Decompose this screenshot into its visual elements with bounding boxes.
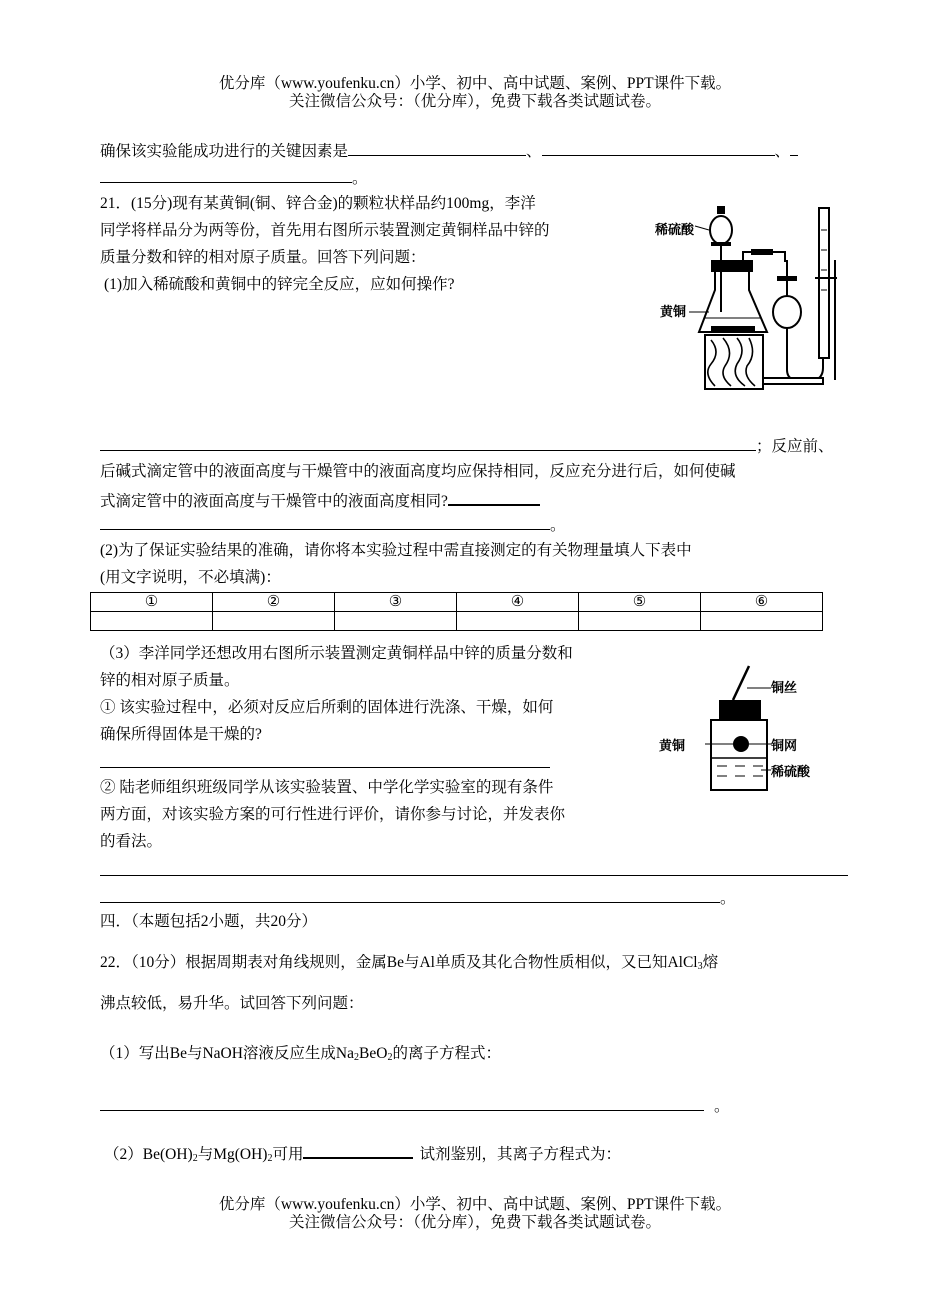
table-answer-cell[interactable] (579, 612, 701, 631)
table-answer-cell[interactable] (335, 612, 457, 631)
q22-part-2-text: 与Mg(OH) (197, 1146, 268, 1163)
answer-blank[interactable] (542, 140, 775, 156)
footer-line-2: 关注微信公众号：（优分库），免费下载各类试题试卷。 (288, 1214, 661, 1231)
q21-part-3c: ① 该实验过程中，必须对反应后所剩的固体进行洗涤、干燥，如何 (100, 699, 554, 716)
table-header-cell: ① (91, 593, 213, 612)
apparatus-figure-2 (705, 664, 775, 794)
q22-part-2 (104, 1142, 621, 1169)
key-factors-line-2 (100, 167, 368, 189)
q21-part-3b: 锌的相对原子质量。 (100, 672, 240, 689)
subscript: 2 (192, 1153, 198, 1164)
q21-part-3g: 的看法。 (100, 833, 163, 850)
q21-question-level: 式滴定管中的液面高度与干燥管中的液面高度相同? (100, 493, 448, 510)
answer-blank[interactable] (303, 1142, 413, 1159)
answer-blank[interactable] (100, 435, 756, 451)
subscript: 2 (387, 1052, 393, 1063)
q21-part-3-answer-line (100, 887, 736, 909)
subscript: 3 (697, 961, 703, 972)
answer-blank[interactable] (790, 140, 798, 156)
answer-blank[interactable] (100, 767, 550, 768)
q22-text-end: 熔 (702, 954, 719, 971)
table-answer-row (91, 612, 823, 631)
label-dilute-sulfuric-acid: 稀硫酸 (655, 222, 695, 237)
table-header-cell: ⑤ (579, 593, 701, 612)
q21-part-2b: (用文字说明，不必填满)： (100, 569, 281, 586)
measurement-table (90, 592, 823, 631)
q22-part-1-text: 的离子方程式： (392, 1045, 501, 1062)
q22-part-2-text: 试剂鉴别，其离子方程式为： (419, 1146, 621, 1163)
q21-part-3d: 确保所得固体是干燥的? (100, 726, 262, 743)
subscript: 2 (267, 1153, 273, 1164)
q21-answer-line-2 (100, 514, 566, 536)
answer-blank[interactable] (348, 140, 526, 156)
label-brass: 黄铜 (660, 304, 687, 319)
label-copper-wire: 铜丝 (771, 680, 798, 695)
q22-part-1-text: BeO (359, 1045, 388, 1062)
q22-part-2-text: （2）Be(OH) (104, 1146, 193, 1163)
q21-line-cont-1: 后碱式滴定管中的液面高度与干燥管中的液面高度均应保持相同，反应充分进行后，如何使碱 (100, 463, 736, 480)
subscript: 2 (354, 1052, 360, 1063)
q21-part-1: (1)加入稀硫酸和黄铜中的锌完全反应，应如何操作? (104, 276, 455, 293)
table-header-row (91, 593, 823, 612)
table-header-cell: ④ (457, 593, 579, 612)
q22-part-1-answer-line (100, 1095, 730, 1117)
table-header-cell: ③ (335, 593, 457, 612)
table-header-cell: ② (213, 593, 335, 612)
key-factors-line (100, 140, 798, 162)
answer-blank[interactable] (100, 875, 848, 876)
period: 。 (714, 1098, 730, 1115)
table-answer-cell[interactable] (701, 612, 823, 631)
q21-line-1: 21．(15分)现有某黄铜(铜、锌合金)的颗粒状样品约100mg，李洋 (100, 195, 536, 212)
period: 。 (352, 170, 368, 187)
q22-part-2-text: 可用 (272, 1146, 304, 1163)
section-4-title: 四．（本题包括2小题，共20分） (100, 913, 318, 930)
answer-blank[interactable] (100, 1095, 704, 1111)
q21-answer-line-1 (100, 435, 834, 457)
q22-text: 22．（10分）根据周期表对角线规则，金属Be与Al单质及其化合物性质相似，又已知AlCl (100, 954, 698, 971)
table-answer-cell[interactable] (457, 612, 579, 631)
q21-line-cont-2 (100, 489, 540, 512)
label-brass-2: 黄铜 (659, 738, 686, 753)
q21-line-3: 质量分数和锌的相对原子质量。回答下列问题： (100, 249, 426, 266)
table-answer-cell[interactable] (91, 612, 213, 631)
q21-part-2a: (2)为了保证实验结果的准确，请你将本实验过程中需直接测定的有关物理量填人下表中 (100, 542, 692, 559)
answer-blank[interactable] (100, 167, 352, 183)
separator: 、 (526, 143, 542, 160)
q21-part-3e: ② 陆老师组织班级同学从该实验装置、中学化学实验室的现有条件 (100, 779, 554, 796)
header-line-2: 关注微信公众号：（优分库），免费下载各类试题试卷。 (288, 93, 661, 110)
q22-part-1-text: （1）写出Be与NaOH溶液反应生成Na (100, 1045, 355, 1062)
q21-continue: ；反应前、 (756, 438, 834, 455)
period: 。 (550, 517, 566, 534)
answer-blank[interactable] (100, 514, 550, 530)
separator: 、 (774, 143, 791, 160)
q21-line-2: 同学将样品分为两等份，首先用右图所示装置测定黄铜样品中锌的 (100, 222, 550, 239)
q21-part-3f: 两方面，对该实验方案的可行性进行评价，请你参与讨论，并发表你 (100, 806, 566, 823)
q22-part-1 (100, 1044, 501, 1068)
q22-line-1 (100, 953, 718, 977)
answer-blank[interactable] (448, 489, 540, 506)
table-answer-cell[interactable] (213, 612, 335, 631)
q22-line-2: 沸点较低，易升华。试回答下列问题： (100, 995, 364, 1012)
period: 。 (720, 890, 736, 907)
header-line-1: 优分库（www.youfenku.cn）小学、初中、高中试题、案例、PPT课件下载。 (218, 75, 732, 92)
footer-line-1: 优分库（www.youfenku.cn）小学、初中、高中试题、案例、PPT课件下载。 (218, 1196, 732, 1213)
label-dilute-sulfuric-acid-2: 稀硫酸 (771, 764, 811, 779)
q21-part-3a: （3）李洋同学还想改用右图所示装置测定黄铜样品中锌的质量分数和 (100, 645, 573, 662)
key-factors-text: 确保该实验能成功进行的关键因素是 (100, 143, 349, 160)
table-header-cell: ⑥ (701, 593, 823, 612)
answer-blank[interactable] (100, 887, 720, 903)
label-copper-mesh: 铜网 (771, 738, 798, 753)
